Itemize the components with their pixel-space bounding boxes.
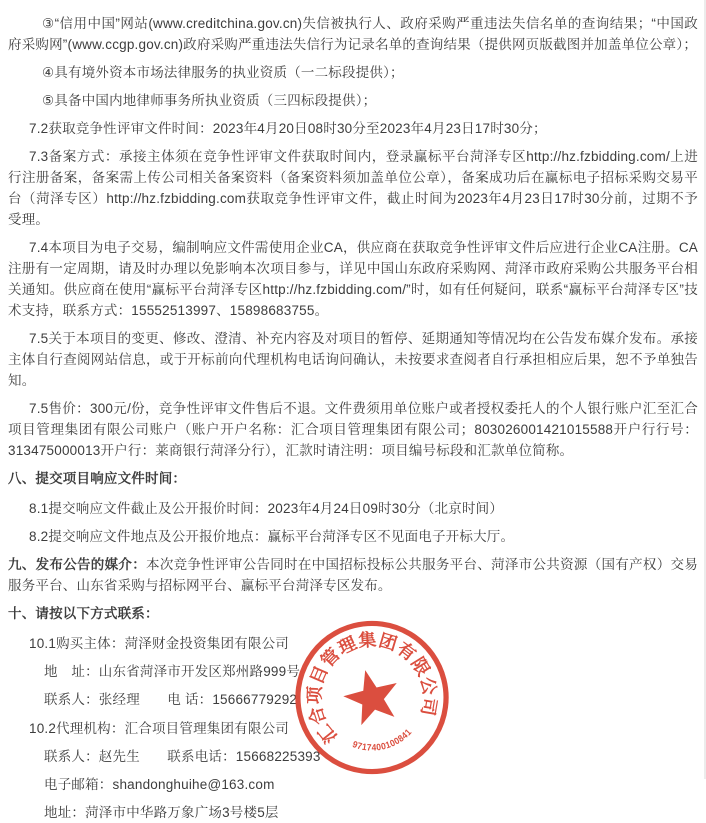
- section-9-body: 本次竞争性评审公告同时在中国招标投标公共服务平台、菏泽市公共资源（国有产权）交易服务平台、山东省采购与招标网平台、赢标平台菏泽专区发布。: [8, 557, 699, 593]
- buyer-contact-line: 联系人：张经理 电 话：15666779292: [44, 692, 298, 707]
- seal-number-text: 9717400100841: [351, 726, 414, 753]
- clause-7-4-electronic-ca: 7.4本项目为电子交易，编制响应文件需使用企业CA，供应商在获取竞争性评审文件后应进行企业CA注册。CA注册有一定周期，请及时办理以免影响本次项目参与，详见中国山东政府采购网、菏泽市政府采购公共服务平台相关通知。供应商在使用“赢标平台菏泽专区http://hz.fzbidding.com/”时，如有任何疑问，联系“赢标平台菏泽专区”技术支持，联系方式：15552513997、15898683755。: [8, 240, 698, 318]
- section-9-heading: 九、发布公告的媒介：: [8, 557, 147, 572]
- agent-name-line: 10.2代理机构：汇合项目管理集团有限公司: [29, 721, 289, 736]
- section-8-heading: 八、提交项目响应文件时间：: [8, 471, 187, 486]
- clause-7-2-document-time: 7.2获取竞争性评审文件时间：2023年4月20日08时30分至2023年4月23日17时30分；: [29, 121, 547, 136]
- clause-8-2-location: 8.2提交响应文件地点及公开报价地点：赢标平台菏泽专区不见面电子开标大厅。: [29, 529, 515, 544]
- clause-7-5-change-notice: 7.5关于本项目的变更、修改、澄清、补充内容及对项目的暂停、延期通知等情况均在公告发布媒介发布。承接主体自行查阅网站信息，或于开标前向代理机构电话询问确认，未按要求查阅者自行承担相应后果，恕不予单独告知。: [8, 331, 698, 388]
- section-10-heading: 十、请按以下方式联系：: [8, 606, 159, 621]
- clause-qualification-overseas: ④具有境外资本市场法律服务的执业资质（一二标段提供）；: [42, 65, 404, 80]
- buyer-address-line: 地 址：山东省菏泽市开发区郑州路999号: [44, 664, 301, 679]
- buyer-name-line: 10.1购买主体：菏泽财金投资集团有限公司: [29, 636, 289, 651]
- section-9-media: [8, 554, 698, 596]
- agent-email-line: 电子邮箱：shandonghuihe@163.com: [44, 777, 275, 792]
- agent-contact-line: 联系人：赵先生 联系电话：15668225393: [44, 749, 321, 764]
- clause-7-5-price: 7.5售价：300元/份，竞争性评审文件售后不退。文件费须用单位账户或者授权委托人的个人银行账户汇至汇合项目管理集团有限公司账户（账户开户名称：汇合项目管理集团有限公司；803026001421015588开户行行号：313475000013开户行：莱商银行菏泽分行），汇款时请注明：项目编号标段和汇款单位简称。: [8, 401, 698, 458]
- clause-credit-china: ③“信用中国”网站(www.creditchina.gov.cn)失信被执行人、政府采购严重违法失信名单的查询结果；“中国政府采购网”(www.ccgp.gov.cn)政府采购严重违法失信行为记录名单的查询结果（提供网页版截图并加盖单位公章）；: [8, 16, 698, 52]
- seal-company-text: 汇合项目管理集团有限公司: [304, 629, 441, 748]
- clause-7-3-filing-method: 7.3备案方式：承接主体须在竞争性评审文件获取时间内，登录赢标平台菏泽专区http://hz.fzbidding.com/上进行注册备案，备案需上传公司相关备案资料（备案资料须加盖单位公章），备案成功后在赢标电子招标采购交易平台（菏泽专区）http://hz.fzbidding.com获取竞争性评审文件，截止时间为2023年4月23日17时30分前，过期不予受理。: [8, 149, 698, 227]
- clause-qualification-domestic: ⑤具备中国内地律师事务所执业资质（三四标段提供）；: [42, 93, 377, 108]
- agent-address-line: 地址：菏泽市中华路万象广场3号楼5层: [44, 805, 279, 820]
- clause-8-1-deadline: 8.1提交响应文件截止及公开报价时间：2023年4月24日09时30分（北京时间）: [29, 501, 504, 516]
